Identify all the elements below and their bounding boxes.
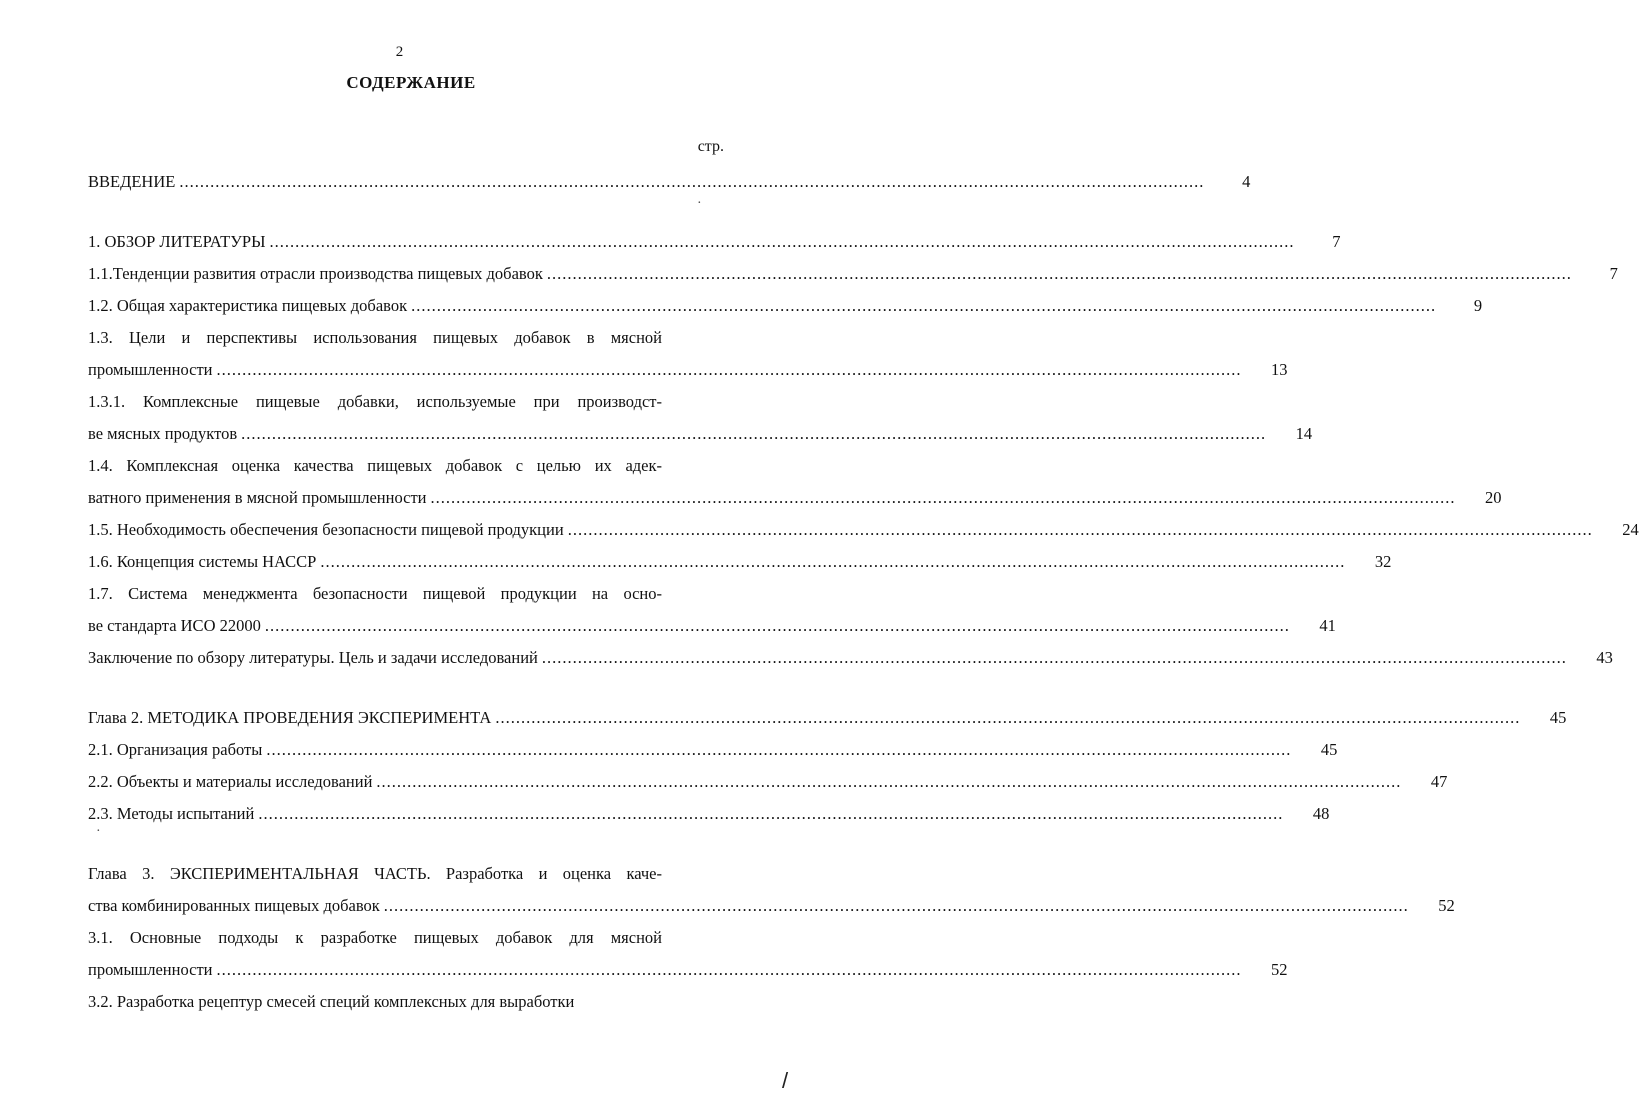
dot-leader: ........................................................................................................................................................................................................ [241,424,1267,443]
dot-leader: ........................................................................................................................................................................................................ [430,488,1456,507]
page-number: 2 [395,44,404,60]
toc-entry-text: 1.1.Тенденции развития отрасли производства пищевых добавок [88,264,543,283]
speck-mark: · [697,196,702,211]
toc-entry-text: 1.3. Цели и перспективы использования пищевых добавок в мясной [88,328,662,347]
document-title: СОДЕРЖАНИЕ [346,73,476,92]
toc-entry [88,226,1341,258]
dot-leader: ........................................................................................................................................................................................................ [546,264,1572,283]
toc-entry-text: промышленности [88,960,213,979]
toc-page-number: 47 [1430,772,1448,791]
dot-leader: ........................................................................................................................................................................................................ [216,960,1242,979]
toc-entry [88,858,1455,922]
toc-entry [88,386,1313,450]
toc-entry-text: ства комбинированных пищевых добавок [88,896,380,915]
toc-page-number: 20 [1485,488,1502,507]
toc-page-number: 7 [1332,232,1341,251]
dot-leader: ........................................................................................................................................................................................................ [266,740,1292,759]
toc-entry [88,166,1251,198]
toc-entry [88,734,1338,766]
dot-leader: ........................................................................................................................................................................................................ [567,520,1593,539]
toc-entry [88,322,1288,386]
toc-page-number: 45 [1549,708,1567,727]
toc-page-number: 45 [1320,740,1338,759]
dot-leader: ........................................................................................................................................................................................................ [495,708,1521,727]
toc-entry-text: Глава 3. ЭКСПЕРИМЕНТАЛЬНАЯ ЧАСТЬ. Разработка и оценка каче- [88,864,662,883]
toc-entry [88,578,1336,642]
dot-leader: ........................................................................................................................................................................................................ [264,616,1290,635]
toc-entry-text: ве мясных продуктов [88,424,238,443]
dot-leader: ........................................................................................................................................................................................................ [320,552,1346,571]
toc-entry [88,702,1567,734]
toc-page-number: 24 [1622,520,1639,539]
toc-entry-text: 1. ОБЗОР ЛИТЕРАТУРЫ [88,232,266,251]
toc-entry-text: Заключение по обзору литературы. Цель и задачи исследований [88,648,538,667]
speck-mark: · [96,824,101,839]
toc-entry [88,766,1448,798]
dot-leader: ........................................................................................................................................................................................................ [269,232,1295,251]
toc-entry [88,258,1618,290]
dot-leader: ........................................................................................................................................................................................................ [376,772,1402,791]
toc-entry-text: 1.6. Концепция системы НАССР [88,552,317,571]
toc-page-number: 14 [1295,424,1313,443]
toc-entry [88,922,1288,986]
toc-entry [88,642,1613,674]
toc-page-number: 48 [1312,804,1330,823]
toc-entry-text: ВВЕДЕНИЕ [88,172,176,191]
dot-leader: ........................................................................................................................................................................................................ [258,804,1284,823]
dot-leader: ........................................................................................................................................................................................................ [383,896,1409,915]
toc-entry-text: 1.5. Необходимость обеспечения безопасности пищевой продукции [88,520,564,539]
toc-entry [88,450,1502,514]
dot-leader: ........................................................................................................................................................................................................ [411,296,1437,315]
toc-page-number: 4 [1242,172,1251,191]
pages-column-header: стр. [697,138,724,155]
corner-slash-mark: / [782,1068,789,1093]
toc-entry-text: Глава 2. МЕТОДИКА ПРОВЕДЕНИЯ ЭКСПЕРИМЕНТА [88,708,492,727]
toc-entry-text: 2.2. Объекты и материалы исследований [88,772,373,791]
dot-leader: ........................................................................................................................................................................................................ [541,648,1567,667]
dot-leader: ........................................................................................................................................................................................................ [179,172,1205,191]
dot-leader: ........................................................................................................................................................................................................ [216,360,1242,379]
toc-entry-text: 1.4. Комплексная оценка качества пищевых добавок с целью их адек- [88,456,662,475]
toc-entry-text: промышленности [88,360,213,379]
toc-entry-text: 2.1. Организация работы [88,740,263,759]
toc-entry [88,798,1330,830]
toc-entry [88,546,1392,578]
toc-page-number: 32 [1374,552,1392,571]
toc-page-number: 52 [1438,896,1455,915]
toc-page-number: 41 [1319,616,1336,635]
toc-entry-text: 1.2. Общая характеристика пищевых добавок [88,296,408,315]
toc-entry-text: 2.3. Методы испытаний [88,804,255,823]
toc-page-number: 52 [1271,960,1288,979]
toc-page-number: 43 [1596,648,1613,667]
toc-entry [88,514,1639,546]
toc-entry-text: 3.1. Основные подходы к разработке пищевых добавок для мясной [88,928,662,947]
toc-page-number: 9 [1473,296,1483,315]
toc-entry [88,986,724,1018]
toc-entry-text: 3.2. Разработка рецептур смесей специй комплексных для выработки [88,992,575,1011]
toc-entry-text: 1.7. Система менеджмента безопасности пищевой продукции на осно- [88,584,662,603]
toc-entry-text: ватного применения в мясной промышленности [88,488,427,507]
toc-entry [88,290,1483,322]
toc-page-number: 13 [1271,360,1288,379]
toc-entry-text: ве стандарта ИСО 22000 [88,616,261,635]
toc-entry-text: 1.3.1. Комплексные пищевые добавки, используемые при производст- [88,392,662,411]
toc-page-number: 7 [1609,264,1618,283]
